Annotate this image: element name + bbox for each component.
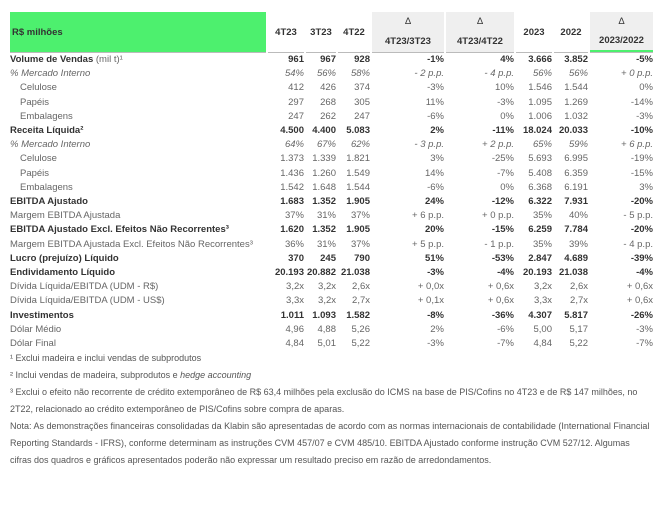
- cell-value: -3%: [497, 96, 514, 108]
- cell-value: 3,2x: [286, 281, 304, 293]
- footnote-2-text: ² Inclui vendas de madeira, subprodutos e: [10, 370, 181, 380]
- cell-value: 3%: [639, 181, 653, 193]
- col-2022: 2022: [560, 26, 582, 38]
- cell-value: 56%: [532, 68, 552, 80]
- row-label: [10, 209, 266, 223]
- row-label: [10, 181, 266, 195]
- cell-value: + 0,6x: [487, 295, 514, 307]
- cell-value: 1.546: [528, 82, 552, 94]
- cell-value: 1.095: [528, 96, 552, 108]
- cell-value: 1.821: [346, 153, 370, 165]
- footnote-3: ³ Exclui o efeito não recorrente de crédito extemporâneo de R$ 63,4 milhões pela exclusão do ICMS na base de PIS/Cofins no 4T23 e de R$ 147 milhões, no 2T22, relacionado ao crédito extemporâneo de PIS/Cofins sobre compra de aparas.: [10, 387, 638, 414]
- cell-value: 1.006: [528, 110, 552, 122]
- cell-value: 5,17: [569, 323, 588, 335]
- cell-value: -4%: [497, 267, 514, 279]
- financial-table: [8, 12, 655, 351]
- cell-value: 2,7x: [352, 295, 370, 307]
- cell-value: 305: [354, 96, 370, 108]
- cell-value: + 0 p.p.: [482, 210, 514, 222]
- cell-value: 1.269: [564, 96, 588, 108]
- table-row: [10, 181, 653, 195]
- cell-value: 54%: [284, 68, 304, 80]
- cell-value: 20.882: [306, 267, 336, 279]
- cell-value: 2%: [430, 323, 444, 335]
- cell-value: 1.582: [346, 309, 370, 321]
- cell-value: 1.542: [280, 181, 304, 193]
- cell-value: -26%: [630, 309, 653, 321]
- row-label-text: Dívida Líquida/EBITDA (UDM - US$): [10, 295, 165, 307]
- cell-value: 64%: [284, 139, 304, 151]
- cell-value: 14%: [424, 167, 444, 179]
- cell-value: 1.905: [346, 224, 370, 236]
- table-row: [10, 323, 653, 337]
- row-label-text: Lucro (prejuízo) Líquido: [10, 252, 119, 264]
- table-row: [10, 209, 653, 223]
- cell-value: 5.693: [528, 153, 552, 165]
- cell-value: 6.259: [528, 224, 552, 236]
- row-label-text: Celulose: [20, 153, 57, 165]
- cell-value: 4.689: [564, 252, 588, 264]
- cell-value: 4,88: [317, 323, 336, 335]
- cell-value: -15%: [630, 167, 653, 179]
- cell-value: 40%: [568, 210, 588, 222]
- row-label-text: % Mercado Interno: [10, 68, 91, 80]
- header-label: R$ milhões: [10, 12, 266, 52]
- cell-value: - 5 p.p.: [623, 210, 653, 222]
- note: Nota: As demonstrações financeiras consolidadas da Klabin são apresentadas de acordo com as normas internacionais de contabilidade (International Financial Reporting Standards - IFRS), conforme determinam as instruções CVM 457/07 e CVM 485/10. EBITDA Ajustado conforme instrução CVM 527/12. Algumas cifras dos quadros e gráficos apresentados poderão não expressar um resultado preciso em razão de arredondamentos.: [10, 421, 650, 465]
- cell-value: 51%: [424, 252, 444, 264]
- cell-value: 4.400: [312, 125, 336, 137]
- row-label: [10, 195, 266, 209]
- table-row: [10, 138, 653, 152]
- row-label-text: Celulose: [20, 82, 57, 94]
- cell-value: 297: [288, 96, 304, 108]
- cell-value: 1.436: [280, 167, 304, 179]
- cell-value: -20%: [630, 196, 653, 208]
- row-label-text: Endividamento Líquido: [10, 267, 116, 279]
- table-row: [10, 167, 653, 181]
- col-delta-2023-2022: 2023/2022: [590, 31, 653, 52]
- cell-value: 65%: [532, 139, 552, 151]
- row-label: [10, 52, 266, 67]
- table-row: [10, 81, 653, 95]
- cell-value: 1.648: [312, 181, 336, 193]
- table-row: [10, 252, 653, 266]
- cell-value: 56%: [316, 68, 336, 80]
- col-2023: 2023: [523, 26, 545, 38]
- cell-value: + 0 p.p.: [621, 68, 653, 80]
- cell-value: + 5 p.p.: [412, 238, 444, 250]
- cell-value: 426: [320, 82, 336, 94]
- cell-value: 56%: [568, 68, 588, 80]
- table-row: [10, 266, 653, 280]
- cell-value: -6%: [427, 110, 444, 122]
- cell-value: 1.549: [346, 167, 370, 179]
- cell-value: 1.544: [564, 82, 588, 94]
- cell-value: 5,00: [533, 323, 552, 335]
- delta-symbol: Δ: [372, 12, 444, 31]
- cell-value: 6.322: [528, 196, 552, 208]
- cell-value: 1.339: [312, 153, 336, 165]
- cell-value: 31%: [316, 238, 336, 250]
- row-label: [10, 124, 266, 138]
- cell-value: 247: [354, 110, 370, 122]
- cell-value: 4%: [446, 52, 514, 67]
- row-label-text: Embalagens: [20, 181, 73, 193]
- cell-value: -3%: [636, 110, 653, 122]
- row-label: [10, 96, 266, 110]
- row-label-text: Volume de Vendas: [10, 54, 94, 65]
- cell-value: - 4 p.p.: [484, 68, 514, 80]
- cell-value: + 6 p.p.: [412, 210, 444, 222]
- cell-value: + 6 p.p.: [621, 139, 653, 151]
- cell-value: 5,22: [569, 338, 588, 350]
- cell-value: -36%: [491, 309, 514, 321]
- cell-value: 3.852: [554, 52, 588, 67]
- row-label-text: Papéis: [20, 96, 50, 108]
- row-label-text: EBITDA Ajustado: [10, 196, 88, 208]
- cell-value: 35%: [532, 238, 552, 250]
- footnote-1: ¹ Exclui madeira e inclui vendas de subprodutos: [10, 353, 202, 363]
- cell-value: 20.193: [274, 267, 304, 279]
- cell-value: 59%: [568, 139, 588, 151]
- row-label-text: EBITDA Ajustado Excl. Efeitos Não Recorrentes³: [10, 224, 229, 236]
- row-label: [10, 252, 266, 266]
- cell-value: 5,26: [351, 323, 370, 335]
- table-row: [10, 152, 653, 166]
- cell-value: 36%: [284, 238, 304, 250]
- cell-value: + 0,0x: [417, 281, 444, 293]
- row-label-text: Receita Líquida²: [10, 125, 84, 137]
- cell-value: 374: [354, 82, 370, 94]
- table-row: [10, 195, 653, 209]
- cell-value: -7%: [497, 167, 514, 179]
- cell-value: 3%: [430, 153, 444, 165]
- table-row: [10, 223, 653, 237]
- footnotes: [10, 350, 650, 469]
- cell-value: 1.373: [280, 153, 304, 165]
- row-label: [10, 238, 266, 252]
- cell-value: 6.995: [564, 153, 588, 165]
- cell-value: 0%: [639, 82, 653, 94]
- table-row: [10, 294, 653, 308]
- cell-value: 1.093: [312, 309, 336, 321]
- cell-value: 2%: [430, 125, 444, 137]
- cell-value: 262: [320, 110, 336, 122]
- col-delta-4t23-4t22: 4T23/4T22: [446, 31, 514, 52]
- cell-value: 6.368: [528, 181, 552, 193]
- cell-value: 6.359: [564, 167, 588, 179]
- cell-value: 20.033: [558, 125, 588, 137]
- cell-value: 7.784: [564, 224, 588, 236]
- cell-value: + 0,6x: [626, 281, 653, 293]
- cell-value: - 3 p.p.: [414, 139, 444, 151]
- cell-value: 5.408: [528, 167, 552, 179]
- cell-value: 37%: [284, 210, 304, 222]
- cell-value: + 0,6x: [487, 281, 514, 293]
- cell-value: -7%: [636, 338, 653, 350]
- footnote-2: [10, 367, 650, 384]
- cell-value: 5,01: [317, 338, 336, 350]
- cell-value: 4.307: [528, 309, 552, 321]
- cell-value: 961: [268, 52, 304, 67]
- cell-value: 2.847: [528, 252, 552, 264]
- cell-value: 1.905: [346, 196, 370, 208]
- delta-symbol: Δ: [590, 12, 653, 31]
- cell-value: 20%: [424, 224, 444, 236]
- row-label-unit: (mil t)¹: [93, 54, 123, 65]
- cell-value: 4.500: [280, 125, 304, 137]
- cell-value: 245: [320, 252, 336, 264]
- row-label: [10, 167, 266, 181]
- row-label: [10, 67, 266, 81]
- cell-value: 1.352: [312, 196, 336, 208]
- cell-value: 1.011: [280, 309, 304, 321]
- table-row: [10, 124, 653, 138]
- cell-value: -5%: [590, 52, 653, 67]
- cell-value: 1.544: [346, 181, 370, 193]
- cell-value: 3,3x: [534, 295, 552, 307]
- cell-value: 928: [338, 52, 370, 67]
- col-4t22: 4T22: [343, 26, 365, 38]
- cell-value: 1.260: [312, 167, 336, 179]
- cell-value: -7%: [497, 338, 514, 350]
- table-row: [10, 309, 653, 323]
- table-row: [10, 110, 653, 124]
- cell-value: -12%: [491, 196, 514, 208]
- cell-value: 2,6x: [352, 281, 370, 293]
- row-label: [10, 280, 266, 294]
- cell-value: 1.683: [280, 196, 304, 208]
- cell-value: 62%: [350, 139, 370, 151]
- cell-value: 3,2x: [534, 281, 552, 293]
- table-row: [10, 52, 653, 67]
- cell-value: 247: [288, 110, 304, 122]
- cell-value: 31%: [316, 210, 336, 222]
- cell-value: 24%: [424, 196, 444, 208]
- cell-value: -3%: [427, 267, 444, 279]
- row-label: [10, 81, 266, 95]
- row-label: [10, 223, 266, 237]
- cell-value: -25%: [491, 153, 514, 165]
- cell-value: 412: [288, 82, 304, 94]
- cell-value: 10%: [494, 82, 514, 94]
- cell-value: + 0,6x: [626, 295, 653, 307]
- cell-value: -11%: [492, 125, 514, 137]
- row-label-text: Dólar Final: [10, 338, 56, 350]
- row-label-text: Margem EBITDA Ajustada Excl. Efeitos Não Recorrentes³: [10, 238, 253, 250]
- cell-value: -20%: [630, 224, 653, 236]
- cell-value: 7.931: [564, 196, 588, 208]
- table-row: [10, 96, 653, 110]
- cell-value: 3.666: [516, 52, 552, 67]
- cell-value: 967: [306, 52, 336, 67]
- cell-value: 11%: [425, 96, 444, 108]
- cell-value: -6%: [427, 181, 444, 193]
- cell-value: 3,3x: [286, 295, 304, 307]
- row-label: [10, 110, 266, 124]
- cell-value: 790: [354, 252, 370, 264]
- col-4t23: 4T23: [275, 26, 297, 38]
- cell-value: 3,2x: [318, 281, 336, 293]
- row-label: [10, 294, 266, 308]
- cell-value: 3,2x: [318, 295, 336, 307]
- cell-value: + 2 p.p.: [482, 139, 514, 151]
- row-label-text: % Mercado Interno: [10, 139, 91, 151]
- cell-value: -6%: [497, 323, 514, 335]
- row-label-text: Dólar Médio: [10, 323, 62, 335]
- cell-value: 2,7x: [570, 295, 588, 307]
- table-row: [10, 67, 653, 81]
- cell-value: - 1 p.p.: [484, 238, 514, 250]
- financial-summary: [10, 12, 655, 351]
- cell-value: 4,84: [285, 338, 304, 350]
- row-label-text: Embalagens: [20, 110, 73, 122]
- cell-value: 268: [320, 96, 336, 108]
- cell-value: 35%: [532, 210, 552, 222]
- table-row: [10, 238, 653, 252]
- row-label: [10, 323, 266, 337]
- cell-value: -19%: [630, 153, 653, 165]
- cell-value: 21.038: [558, 267, 588, 279]
- row-label: [10, 138, 266, 152]
- cell-value: -4%: [636, 267, 653, 279]
- cell-value: 21.038: [340, 267, 370, 279]
- cell-value: - 4 p.p.: [623, 238, 653, 250]
- cell-value: -53%: [491, 252, 514, 264]
- cell-value: 37%: [350, 238, 370, 250]
- cell-value: 37%: [350, 210, 370, 222]
- cell-value: 0%: [500, 181, 514, 193]
- cell-value: -3%: [427, 82, 444, 94]
- cell-value: 370: [288, 252, 304, 264]
- cell-value: 5,22: [351, 338, 370, 350]
- row-label-text: Margem EBITDA Ajustada: [10, 210, 121, 222]
- footnote-2-italic: hedge accounting: [180, 370, 252, 380]
- cell-value: 5.817: [564, 309, 588, 321]
- cell-value: 39%: [568, 238, 588, 250]
- cell-value: 4,96: [285, 323, 304, 335]
- row-label: [10, 266, 266, 280]
- cell-value: -15%: [491, 224, 514, 236]
- cell-value: 58%: [350, 68, 370, 80]
- cell-value: 1.352: [312, 224, 336, 236]
- row-label-text: Papéis: [20, 167, 50, 179]
- cell-value: 4,84: [533, 338, 552, 350]
- cell-value: -10%: [630, 125, 653, 137]
- cell-value: -3%: [427, 338, 444, 350]
- col-3t23: 3T23: [310, 26, 332, 38]
- cell-value: 0%: [500, 110, 514, 122]
- col-delta-4t23-3t23: 4T23/3T23: [372, 31, 444, 52]
- cell-value: -14%: [630, 96, 653, 108]
- cell-value: 5.083: [346, 125, 370, 137]
- cell-value: -8%: [427, 309, 444, 321]
- cell-value: - 2 p.p.: [414, 68, 444, 80]
- cell-value: 18.024: [522, 125, 552, 137]
- cell-value: 6.191: [564, 181, 588, 193]
- row-label-text: Investimentos: [10, 309, 74, 321]
- cell-value: 2,6x: [570, 281, 588, 293]
- table-row: [10, 280, 653, 294]
- cell-value: -3%: [636, 323, 653, 335]
- cell-value: + 0,1x: [417, 295, 444, 307]
- cell-value: -39%: [630, 252, 653, 264]
- row-label: [10, 309, 266, 323]
- delta-symbol: Δ: [446, 12, 514, 31]
- cell-value: 1.032: [564, 110, 588, 122]
- cell-value: 1.620: [280, 224, 304, 236]
- row-label-text: Dívida Líquida/EBITDA (UDM - R$): [10, 281, 159, 293]
- cell-value: 67%: [316, 139, 336, 151]
- cell-value: -1%: [372, 52, 444, 67]
- row-label: [10, 152, 266, 166]
- cell-value: 20.193: [522, 267, 552, 279]
